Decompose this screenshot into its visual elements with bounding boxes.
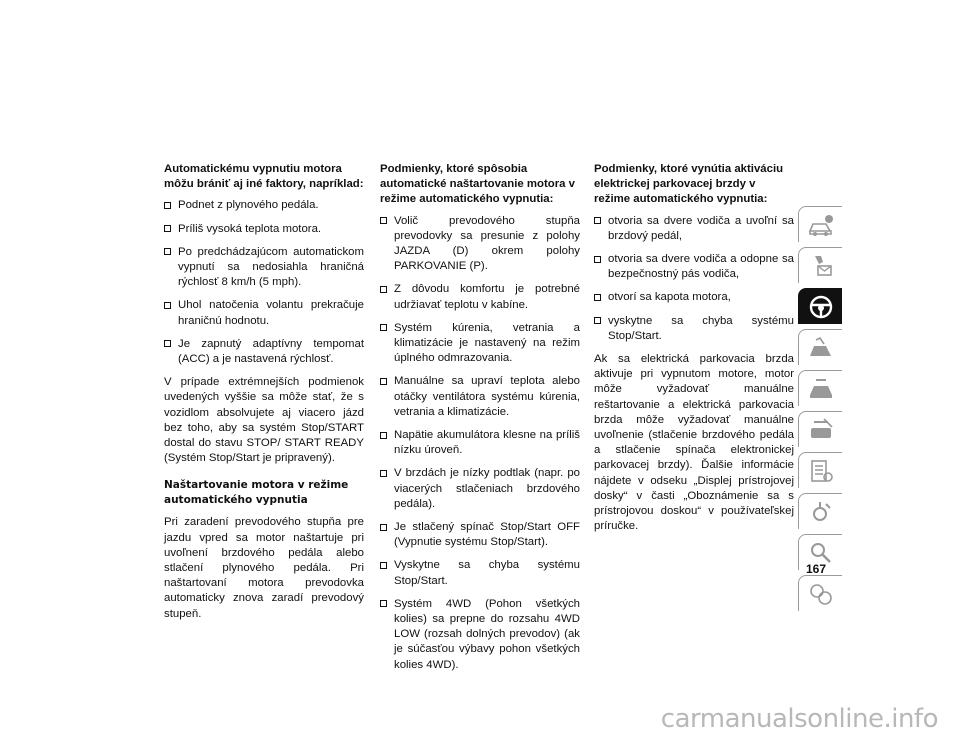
list-item bbox=[380, 374, 580, 420]
list-item bbox=[594, 314, 794, 344]
checkbox-bullet-icon bbox=[594, 256, 601, 263]
list-item bbox=[380, 428, 580, 458]
emergency-icon bbox=[806, 375, 836, 403]
checkbox-bullet-icon bbox=[380, 378, 387, 385]
checkbox-bullet-icon bbox=[380, 286, 387, 293]
list-item-text: Podnet z plynového pedála. bbox=[178, 199, 319, 212]
checkbox-bullet-icon bbox=[380, 600, 387, 607]
list-item bbox=[380, 597, 580, 673]
list-item bbox=[380, 321, 580, 367]
checkbox-bullet-icon bbox=[380, 432, 387, 439]
checkbox-bullet-icon bbox=[380, 217, 387, 224]
checkbox-bullet-icon bbox=[594, 294, 601, 301]
list-item-text: vyskytne sa chyba systému Stop/Start. bbox=[608, 314, 794, 342]
subheading: Naštartovanie motora v režime automatického vypnutia bbox=[164, 479, 349, 506]
list-item-text: Uhol natočenia volantu prekračuje hraničnú hodnotu. bbox=[178, 299, 364, 327]
steering-wheel-icon bbox=[806, 293, 836, 321]
list-item-text: Volič prevodového stupňa prevodovky sa presunie z polohy JAZDA (D) okrem polohy PARKOVANIE (P). bbox=[394, 214, 580, 273]
column-right bbox=[594, 162, 794, 542]
list-item-text: Príliš vysoká teplota motora. bbox=[178, 222, 322, 235]
checkbox-bullet-icon bbox=[380, 524, 387, 531]
multimedia-icon bbox=[806, 498, 836, 526]
paragraph: Pri zaradení prevodového stupňa pre jazdu vpred sa motor naštartuje pri uvoľnení brzdového pedála alebo stlačení plynového pedála. Pri naštartovaní motora prevodovka automaticky znova zaradí prevodový stupeň. bbox=[164, 516, 364, 620]
warning-lights-icon bbox=[806, 252, 836, 280]
list-item bbox=[164, 298, 364, 328]
tab-multimedia[interactable] bbox=[798, 493, 842, 529]
safety-icon bbox=[806, 334, 836, 362]
paragraph: V prípade extrémnejších podmienok uvedených vyššie sa môže stať, že s vozidlom absolvujete aj viacero jázd bez toho, aby sa systém Stop/START dostal do stavu STOP/ START READY (Systém Stop/Start je pripravený). bbox=[164, 376, 364, 465]
list-item bbox=[594, 290, 794, 305]
tab-specifications[interactable] bbox=[798, 452, 842, 488]
language-icon bbox=[806, 580, 836, 608]
list-item-text: Je stlačený spínač Stop/Start OFF (Vypnutie systému Stop/Start). bbox=[394, 521, 580, 549]
list-item-text: otvorí sa kapota motora, bbox=[608, 291, 731, 304]
section-heading: Podmienky, ktoré spôsobia automatické naštartovanie motora v režime automatického vypnutia: bbox=[380, 163, 575, 206]
list-item bbox=[594, 214, 794, 244]
tab-warning-lights[interactable] bbox=[798, 247, 842, 283]
section-heading: Automatickému vypnutiu motora môžu brániť aj iné faktory, napríklad: bbox=[164, 163, 364, 191]
maintenance-icon bbox=[806, 416, 836, 444]
tab-car-info[interactable] bbox=[798, 206, 842, 242]
list-item-text: otvoria sa dvere vodiča a odopne sa bezpečnostný pás vodiča, bbox=[608, 253, 794, 281]
tab-safety[interactable] bbox=[798, 329, 842, 365]
list-item bbox=[164, 198, 364, 213]
paragraph: Ak sa elektrická parkovacia brzda aktivuje pri vypnutom motore, motor môže vyžadovať manuálne reštartovanie a elektrická parkovacia brzda môže vyžadovať manuálne uvoľnenie (stlačenie brzdového pedála a stlačenie spínača elektronickej parkovacej brzdy). Ďalšie informácie nájdete v odseku „Displej prístrojovej dosky“ v časti „Oboznámenie sa s prístrojovou doskou“ v používateľskej príručke. bbox=[594, 353, 794, 533]
page-number: 167 bbox=[806, 562, 827, 576]
list-item-text: Systém 4WD (Pohon všetkých kolies) sa prepne do rozsahu 4WD LOW (rozsah dolných prevodov) (ak je súčasťou výbavy pohon všetkých kolies 4WD). bbox=[394, 597, 580, 671]
tab-maintenance[interactable] bbox=[798, 411, 842, 447]
list-item-text: Z dôvodu komfortu je potrebné udržiavať teplotu v kabíne. bbox=[394, 283, 580, 311]
list-item bbox=[164, 245, 364, 291]
tab-steering-wheel[interactable] bbox=[798, 288, 842, 324]
list-item-text: Systém kúrenia, vetrania a klimatizácie je nastavený na režim úplného odmrazovania. bbox=[394, 321, 580, 365]
list-item-text: Je zapnutý adaptívny tempomat (ACC) a je nastavená rýchlosť. bbox=[178, 337, 364, 366]
checkbox-bullet-icon bbox=[164, 302, 171, 309]
list-item-text: V brzdách je nízky podtlak (napr. po viacerých stlačeniach brzdového pedála). bbox=[394, 467, 580, 510]
column-left bbox=[164, 162, 364, 630]
list-item bbox=[380, 466, 580, 512]
checkbox-bullet-icon bbox=[594, 217, 601, 224]
checkbox-bullet-icon bbox=[164, 248, 171, 255]
checkbox-bullet-icon bbox=[164, 340, 171, 347]
tab-language[interactable] bbox=[798, 575, 842, 611]
list-item bbox=[380, 282, 580, 312]
checkbox-bullet-icon bbox=[164, 202, 171, 209]
section-heading: Podmienky, ktoré vynútia aktiváciu elektrickej parkovacej brzdy v režime automatického vypnutia: bbox=[594, 163, 784, 206]
list-item-text: Napätie akumulátora klesne na príliš nízku úroveň. bbox=[394, 429, 580, 457]
checkbox-bullet-icon bbox=[594, 317, 601, 324]
list-item bbox=[164, 222, 364, 237]
list-item bbox=[380, 214, 580, 275]
checkbox-bullet-icon bbox=[380, 324, 387, 331]
car-info-icon bbox=[806, 211, 836, 239]
list-item bbox=[594, 252, 794, 282]
list-item-text: Po predchádzajúcom automatickom vypnutí sa nedosiahla hraničná rýchlosť 8 km/h (5 mph). bbox=[178, 245, 364, 289]
watermark-footer[interactable]: carmanualsonline.info bbox=[660, 704, 938, 734]
list-item-text: otvoria sa dvere vodiča a uvoľní sa brzdový pedál, bbox=[608, 214, 794, 242]
column-middle bbox=[380, 162, 580, 681]
list-item bbox=[164, 337, 364, 367]
tab-emergency[interactable] bbox=[798, 370, 842, 406]
list-item-text: Vyskytne sa chyba systému Stop/Start. bbox=[394, 559, 580, 587]
list-item bbox=[380, 558, 580, 588]
list-item-text: Manuálne sa upraví teplota alebo otáčky ventilátora systému kúrenia, vetrania a klimatizácie. bbox=[394, 375, 580, 418]
checkbox-bullet-icon bbox=[380, 562, 387, 569]
checkbox-bullet-icon bbox=[164, 225, 171, 232]
checkbox-bullet-icon bbox=[380, 470, 387, 477]
chapter-tabs bbox=[798, 206, 842, 616]
specifications-icon bbox=[806, 457, 836, 485]
list-item bbox=[380, 520, 580, 550]
